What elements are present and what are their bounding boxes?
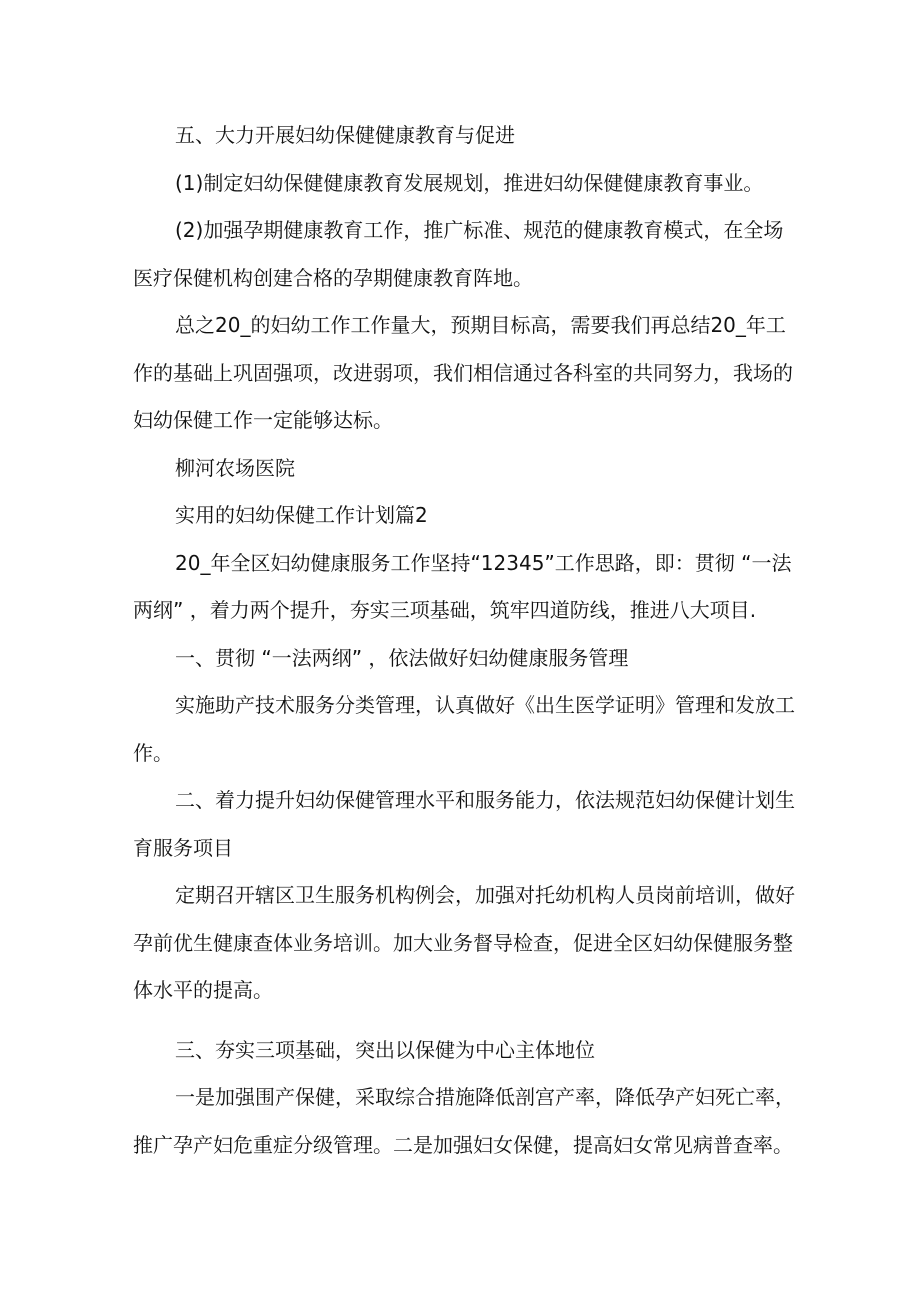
section-heading-1: 一、贯彻 “一法两纲” ，依法做好妇幼健康服务管理 [175, 645, 629, 670]
document-body [133, 112, 798, 1169]
paragraph-item-1: (1)制定妇幼保健健康教育发展规划，推进妇幼保健健康教育事业。 [175, 170, 764, 195]
section-heading-2: 二、着力提升妇幼保健管理水平和服务能力，依法规范妇幼保健计划生育服务项目 [133, 788, 795, 860]
paragraph-intro: 20_年全区妇幼健康服务工作坚持“12345”工作思路，即：贯彻 “一法两纲” ，着力两个提升，夯实三项基础，筑牢四道防线，推进八大项目. [133, 550, 792, 622]
paragraph-section-2: 定期召开辖区卫生服务机构例会，加强对托幼机构人员岗前培训，做好孕前优生健康查体业务培训。加大业务督导检查，促进全区妇幼保健服务整体水平的提高。 [133, 883, 795, 1002]
paragraph-section-3: 一是加强围产保健，采取综合措施降低剖宫产率，降低孕产妇死亡率，推广孕产妇危重症分级管理。二是加强妇女保健，提高妇女常见病普查率。 [133, 1085, 795, 1157]
paragraph-item-2: (2)加强孕期健康教育工作，推广标准、规范的健康教育模式，在全场医疗保健机构创建合格的孕期健康教育阵地。 [133, 218, 784, 290]
signature-hospital: 柳河农场医院 [175, 455, 295, 480]
paragraph-summary: 总之20_的妇幼工作工作量大，预期目标高，需要我们再总结20_年工作的基础上巩固强项，改进弱项，我们相信通过各科室的共同努力，我场的妇幼保健工作一定能够达标。 [133, 313, 793, 432]
paragraph-gap [133, 1015, 798, 1027]
section-heading-3: 三、夯实三项基础，突出以保健为中心主体地位 [175, 1037, 595, 1062]
section-heading-5: 五、大力开展妇幼保健健康教育与促进 [175, 123, 515, 147]
section-title-part2: 实用的妇幼保健工作计划篇2 [175, 503, 428, 527]
paragraph-section-1: 实施助产技术服务分类管理，认真做好《出生医学证明》管理和发放工作。 [133, 693, 795, 765]
